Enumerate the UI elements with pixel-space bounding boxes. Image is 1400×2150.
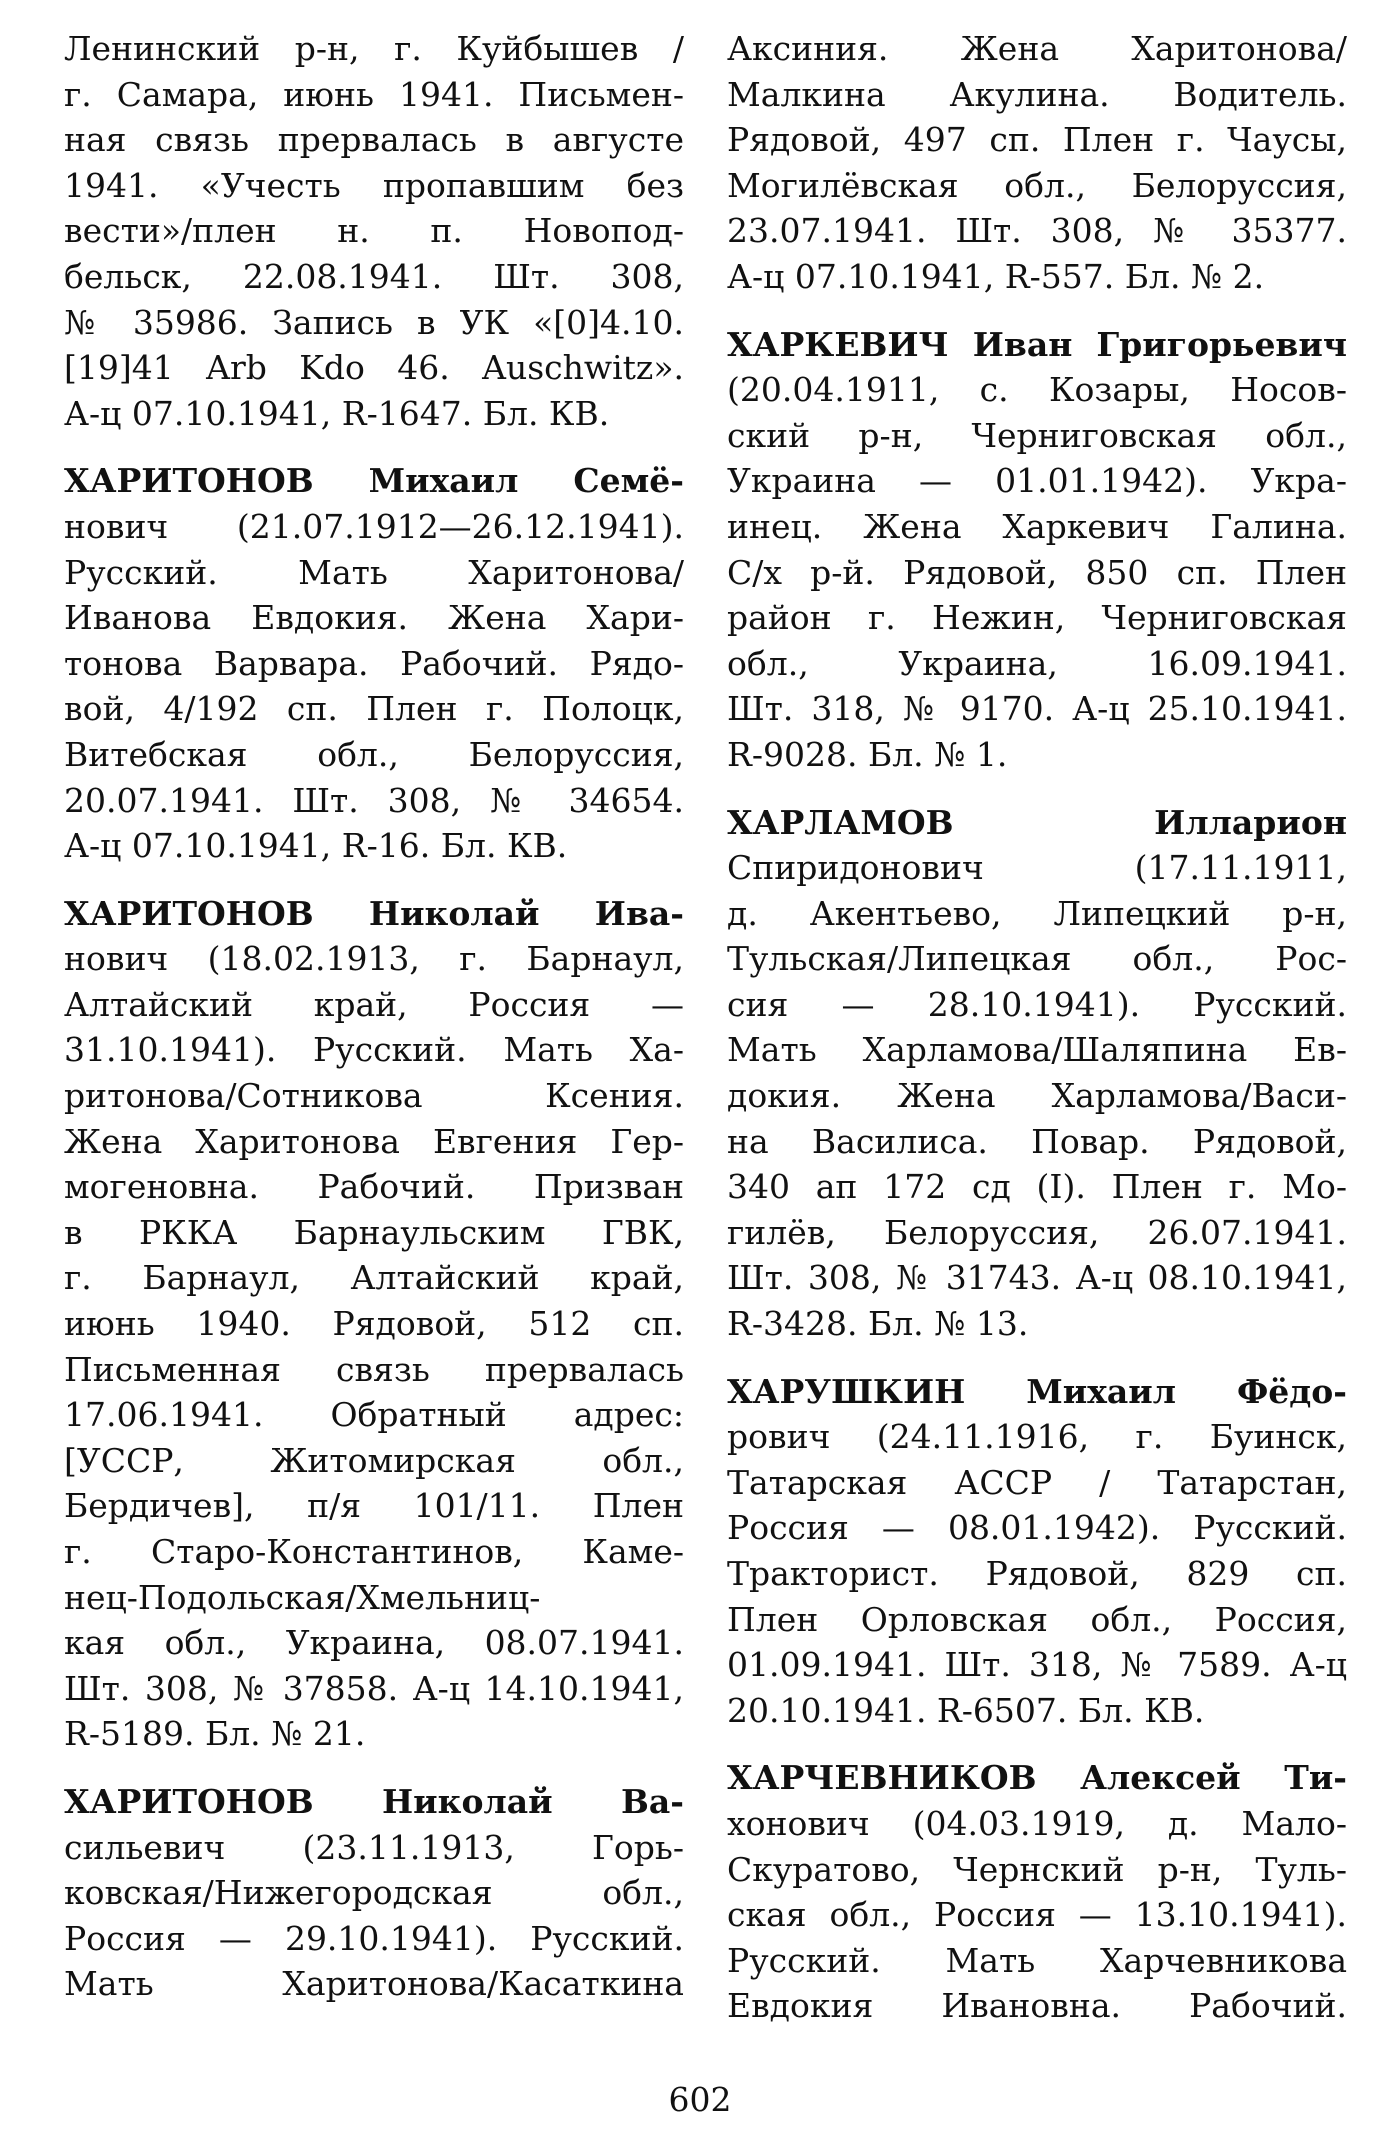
text-line: ная связь прервалась в августе: [64, 120, 684, 160]
entry-heading-line: ХАРИТОНОВ Николай Ва-: [64, 1781, 684, 1821]
text-line: ритонова/Сотникова Ксения.: [64, 1076, 684, 1116]
text-line: вести»/плен н. п. Новопод-: [64, 211, 684, 251]
entry-heading-line: ХАРКЕВИЧ Иван Григорьевич: [727, 324, 1347, 364]
text-line: Могилёвская обл., Белоруссия,: [727, 165, 1347, 205]
text-line: Скуратово, Чернский р-н, Туль-: [727, 1849, 1347, 1889]
entry-kharchevnikov-aleksei: [727, 1755, 1347, 2029]
text-line: г. Барнаул, Алтайский край,: [64, 1258, 684, 1298]
entry-heading-line: ХАРИТОНОВ Николай Ива-: [64, 893, 684, 933]
text-line: нович (21.07.1912—26.12.1941).: [64, 506, 684, 546]
text-line: гилёв, Белоруссия, 26.07.1941.: [727, 1212, 1347, 1252]
text-line: R-9028. Бл. № 1.: [727, 734, 1008, 774]
text-line: 1941. «Учесть пропавшим без: [64, 165, 684, 205]
text-line: Алтайский край, Россия —: [64, 984, 684, 1024]
text-line: ковская/Нижегородская обл.,: [64, 1873, 684, 1913]
text-line: [УССР, Житомирская обл.,: [64, 1440, 684, 1480]
text-line: Россия — 29.10.1941). Русский.: [64, 1918, 684, 1958]
entry-heading-line: ХАРЛАМОВ Илларион: [727, 802, 1347, 842]
text-line: А-ц 07.10.1941, R-16. Бл. КВ.: [64, 826, 568, 866]
right-column: [727, 26, 1347, 2051]
text-line: на Василиса. Повар. Рядовой,: [727, 1121, 1347, 1161]
text-line: Украина — 01.01.1942). Укра-: [727, 461, 1347, 501]
text-line: 20.10.1941. R-6507. Бл. КВ.: [727, 1690, 1205, 1730]
text-line: Евдокия Ивановна. Рабочий.: [727, 1986, 1347, 2026]
text-line: обл., Украина, 16.09.1941.: [727, 643, 1347, 683]
text-line: 17.06.1941. Обратный адрес:: [64, 1395, 684, 1435]
text-line: сильевич (23.11.1913, Горь-: [64, 1827, 684, 1867]
text-line: 20.07.1941. Шт. 308, № 34654.: [64, 780, 684, 820]
text-line: С/х р-й. Рядовой, 850 сп. Плен: [727, 552, 1347, 592]
text-line: Жена Харитонова Евгения Гер-: [64, 1121, 684, 1161]
entry-kharlamov-illarion: [727, 800, 1347, 1347]
text-line: в РККА Барнаульским ГВК,: [64, 1212, 684, 1252]
text-line: Шт. 308, № 31743. А-ц 08.10.1941,: [727, 1258, 1347, 1298]
text-line: Бердичев], п/я 101/11. Плен: [64, 1486, 684, 1526]
text-line: ская обл., Россия — 13.10.1941).: [727, 1895, 1347, 1935]
text-line: 31.10.1941). Русский. Мать Ха-: [64, 1030, 684, 1070]
text-line: июнь 1940. Рядовой, 512 сп.: [64, 1304, 684, 1344]
text-line: д. Акентьево, Липецкий р-н,: [727, 893, 1347, 933]
text-line: Письменная связь прервалась: [64, 1349, 684, 1389]
text-line: докия. Жена Харламова/Васи-: [727, 1076, 1347, 1116]
text-line: Тульская/Липецкая обл., Рос-: [727, 939, 1347, 979]
entry-heading-line: ХАРЧЕВНИКОВ Алексей Ти-: [727, 1758, 1347, 1798]
text-line: Тракторист. Рядовой, 829 сп.: [727, 1554, 1347, 1593]
text-line: Татарская АССР / Татарстан,: [727, 1462, 1347, 1502]
left-column: [64, 26, 684, 2029]
text-line: 340 ап 172 сд (I). Плен г. Мо-: [727, 1167, 1347, 1207]
text-line: Шт. 318, № 9170. А-ц 25.10.1941.: [727, 689, 1347, 729]
text-line: сия — 28.10.1941). Русский.: [727, 984, 1347, 1024]
text-line: Плен Орловская обл., Россия,: [727, 1599, 1347, 1639]
text-line: R-3428. Бл. № 13.: [727, 1304, 1029, 1344]
entry-kharitonov-nikolai-ivanovich: [64, 891, 684, 1757]
entry-heading-line: ХАРУШКИН Михаил Фёдо-: [727, 1371, 1347, 1411]
text-line: 23.07.1941. Шт. 308, № 35377.: [727, 211, 1347, 251]
entry-heading-line: ХАРИТОНОВ Михаил Семё-: [64, 461, 684, 501]
text-line: Русский. Мать Харчевникова: [727, 1940, 1347, 1980]
text-line: бельск, 22.08.1941. Шт. 308,: [64, 256, 684, 296]
text-line: Малкина Акулина. Водитель.: [727, 74, 1347, 114]
text-line: Рядовой, 497 сп. Плен г. Чаусы,: [727, 120, 1347, 160]
entry-kharitonov-nikolai-vasilievich: [64, 1779, 684, 2007]
text-line: вой, 4/192 сп. Плен г. Полоцк,: [64, 689, 684, 729]
entry-continuation: [727, 26, 1347, 300]
text-line: г. Самара, июнь 1941. Письмен-: [64, 74, 684, 114]
entry-kharitonov-mikhail: [64, 458, 684, 868]
text-line: № 35986. Запись в УК «[0]4.10.: [64, 302, 684, 342]
text-line: могеновна. Рабочий. Призван: [64, 1167, 684, 1207]
text-line: Русский. Мать Харитонова/: [64, 552, 684, 592]
text-line: тонова Варвара. Рабочий. Рядо-: [64, 643, 684, 683]
text-line: кая обл., Украина, 08.07.1941.: [64, 1623, 684, 1663]
text-line: (20.04.1911, с. Козары, Носов-: [727, 370, 1347, 410]
text-line: нец-Подольская/Хмельниц-: [64, 1577, 541, 1617]
entry-continuation: [64, 26, 684, 436]
text-line: Мать Харитонова/Касаткина: [64, 1964, 684, 2004]
text-line: R-5189. Бл. № 21.: [64, 1714, 366, 1754]
text-line: Аксиния. Жена Харитонова/: [727, 29, 1347, 68]
entry-kharkevich-ivan: [727, 322, 1347, 778]
text-line: рович (24.11.1916, г. Буинск,: [727, 1417, 1347, 1457]
text-line: А-ц 07.10.1941, R-557. Бл. № 2.: [727, 256, 1265, 296]
text-line: Шт. 308, № 37858. А-ц 14.10.1941,: [64, 1668, 684, 1708]
text-line: нович (18.02.1913, г. Барнаул,: [64, 939, 684, 979]
text-line: Иванова Евдокия. Жена Хари-: [64, 598, 684, 638]
text-line: [19]41 Arb Kdo 46. Auschwitz».: [64, 348, 684, 388]
text-line: Россия — 08.01.1942). Русский.: [727, 1508, 1347, 1548]
text-line: 01.09.1941. Шт. 318, № 7589. А-ц: [727, 1645, 1347, 1685]
text-line: Витебская обл., Белоруссия,: [64, 734, 684, 774]
text-line: Спиридонович (17.11.1911,: [727, 848, 1347, 888]
text-line: инец. Жена Харкевич Галина.: [727, 506, 1347, 546]
text-line: Ленинский р-н, г. Куйбышев /: [64, 29, 684, 68]
text-line: г. Старо-Константинов, Каме-: [64, 1532, 684, 1571]
entry-kharushkin-mikhail: [727, 1369, 1347, 1734]
text-line: хонович (04.03.1919, д. Мало-: [727, 1803, 1347, 1843]
text-line: ский р-н, Черниговская обл.,: [727, 415, 1347, 455]
text-line: А-ц 07.10.1941, R-1647. Бл. КВ.: [64, 393, 610, 433]
text-line: Мать Харламова/Шаляпина Ев-: [727, 1030, 1347, 1070]
page-number: 602: [668, 2080, 732, 2119]
text-line: район г. Нежин, Черниговская: [727, 598, 1347, 638]
